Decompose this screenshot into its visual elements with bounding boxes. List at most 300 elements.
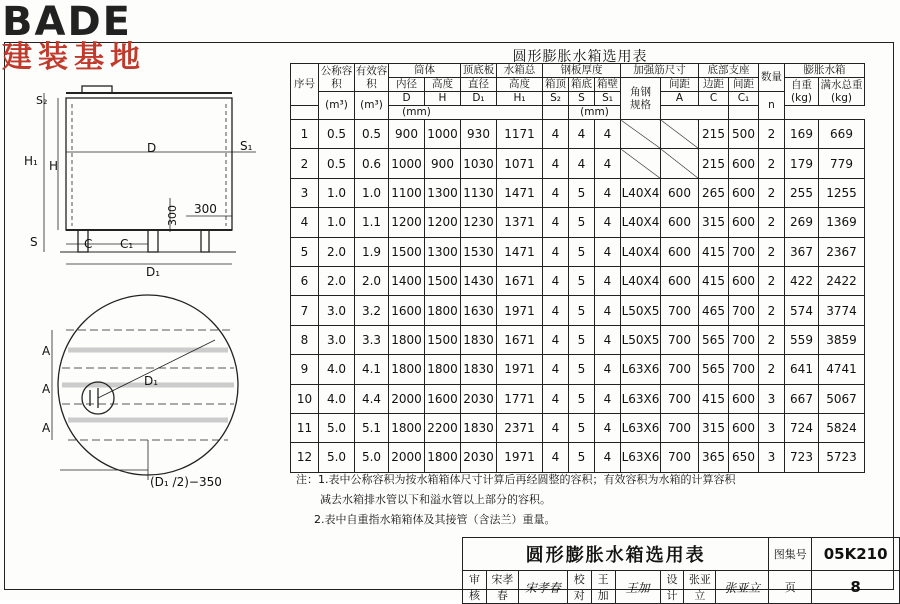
table-cell: 4: [595, 355, 621, 384]
hdr-mm2: (mm): [569, 106, 621, 120]
table-cell: 1800: [389, 355, 425, 384]
table-cell: 3.2: [355, 296, 389, 325]
table-cell: 1800: [425, 355, 461, 384]
note-2: 2.表中自重指水箱箱体及其接管（含法兰）重量。: [314, 513, 556, 526]
table-cell: 700: [661, 355, 699, 384]
table-cell: 4: [543, 149, 569, 178]
table-cell: 1: [291, 120, 319, 149]
label-a3: A: [42, 421, 51, 435]
hdr-dia: 直径: [461, 78, 497, 92]
table-cell: 600: [729, 149, 759, 178]
table-cell: 3774: [819, 296, 865, 325]
label-d: D: [147, 141, 157, 155]
table-cell: 179: [785, 149, 819, 178]
table-cell: 600: [661, 237, 699, 266]
table-cell: 5: [569, 325, 595, 354]
table-cell: 600: [729, 266, 759, 295]
table-cell: 4741: [819, 355, 865, 384]
hdr-height: 高度: [425, 78, 461, 92]
table-row: [291, 120, 865, 149]
table-cell: 930: [461, 120, 497, 149]
table-cell: 5: [569, 237, 595, 266]
table-cell: 5.0: [355, 443, 389, 472]
spec-table: [290, 63, 865, 473]
table-cell: 1471: [497, 178, 543, 207]
label-300v: 300: [166, 205, 179, 226]
table-cell: 1.1: [355, 208, 389, 237]
table-cell: 900: [389, 120, 425, 149]
spec-table-body: [291, 120, 865, 473]
table-cell: 669: [819, 120, 865, 149]
label-formula: (D₁ /2)−350: [150, 475, 222, 489]
hdr-c1: C₁: [729, 92, 759, 106]
table-cell: 315: [699, 413, 729, 442]
table-cell: 4: [595, 266, 621, 295]
table-cell: 5: [569, 355, 595, 384]
hdr-top: 箱顶: [543, 78, 569, 92]
hdr-topbottom: 顶底板: [461, 64, 497, 78]
hdr-innerdia: 内径: [389, 78, 425, 92]
table-row: [291, 443, 865, 472]
designer-signature: 张亚立: [716, 571, 769, 604]
brand-watermark: [2, 2, 202, 82]
label-d1: D₁: [146, 265, 161, 279]
table-title: 圆形膨胀水箱选用表: [512, 49, 648, 65]
table-cell: 4: [595, 325, 621, 354]
hdr-spacing: 间距: [661, 78, 699, 92]
table-cell: 1030: [461, 149, 497, 178]
table-cell: 11: [291, 413, 319, 442]
table-row: [291, 413, 865, 442]
table-cell: 1830: [461, 325, 497, 354]
table-cell: 1200: [389, 208, 425, 237]
plan-labels: [42, 344, 222, 489]
table-cell: 415: [699, 384, 729, 413]
table-cell: L63X6: [621, 384, 661, 413]
table-cell: 700: [661, 413, 699, 442]
table-cell: 2000: [389, 384, 425, 413]
table-cell: 724: [785, 413, 819, 442]
table-cell: 4: [543, 296, 569, 325]
table-cell: 1830: [461, 355, 497, 384]
table-cell: 5824: [819, 413, 865, 442]
hdr-c: C: [699, 92, 729, 106]
table-row: [291, 325, 865, 354]
table-cell: 1800: [389, 325, 425, 354]
hdr-s: S: [569, 92, 595, 106]
label-a2: A: [42, 382, 51, 396]
table-cell: 2: [759, 208, 785, 237]
table-cell: 600: [661, 208, 699, 237]
table-row: [291, 355, 865, 384]
hdr-fullw: 满水总重 (kg): [820, 78, 863, 104]
table-cell: 8: [291, 325, 319, 354]
table-cell: 1000: [425, 120, 461, 149]
table-cell: 667: [785, 384, 819, 413]
table-cell: 5: [569, 443, 595, 472]
manhole: [82, 86, 112, 93]
table-cell: 5: [569, 178, 595, 207]
hdr-n: n: [759, 92, 785, 120]
table-cell: 2371: [497, 413, 543, 442]
table-cell: 422: [785, 266, 819, 295]
table-cell: 3: [759, 443, 785, 472]
table-cell: 315: [699, 208, 729, 237]
table-cell: L50X5: [621, 296, 661, 325]
table-cell: 2.0: [355, 266, 389, 295]
table-cell: 900: [425, 149, 461, 178]
table-cell: 415: [699, 237, 729, 266]
hdr-mm: (mm): [291, 106, 543, 120]
table-cell: 4: [569, 120, 595, 149]
table-cell: 1230: [461, 208, 497, 237]
table-cell: 559: [785, 325, 819, 354]
table-cell: 7: [291, 296, 319, 325]
table-cell: 2: [759, 355, 785, 384]
table-cell: 3.3: [355, 325, 389, 354]
hdr-totalh: 水箱总: [497, 64, 543, 78]
title-block: [462, 537, 900, 604]
table-cell: 1971: [497, 355, 543, 384]
table-cell: L63X6: [621, 355, 661, 384]
table-row: [291, 266, 865, 295]
table-cell: 565: [699, 325, 729, 354]
table-cell: L40X4: [621, 266, 661, 295]
label-300h: 300: [194, 202, 217, 216]
table-cell: 600: [729, 384, 759, 413]
table-cell: 5723: [819, 443, 865, 472]
table-cell: 5.0: [319, 443, 355, 472]
review-label: 审核: [463, 571, 487, 604]
table-cell: 600: [729, 208, 759, 237]
table-cell: 2030: [461, 443, 497, 472]
table-cell: 5.0: [319, 413, 355, 442]
table-cell: 4: [543, 443, 569, 472]
table-cell: 2: [759, 237, 785, 266]
table-cell: 4.0: [319, 384, 355, 413]
table-cell: 779: [819, 149, 865, 178]
table-cell: 0.5: [355, 120, 389, 149]
table-cell: 365: [699, 443, 729, 472]
table-cell: 4: [543, 120, 569, 149]
table-cell: 215: [699, 120, 729, 149]
table-cell: 1500: [389, 237, 425, 266]
table-cell: 215: [699, 149, 729, 178]
hdr-kg-spacer: [661, 106, 729, 120]
table-cell: 3: [759, 413, 785, 442]
table-cell: 2.0: [319, 237, 355, 266]
table-cell: 2200: [425, 413, 461, 442]
table-cell: 1471: [497, 237, 543, 266]
table-cell: 2: [759, 266, 785, 295]
table-cell: 367: [785, 237, 819, 266]
table-cell: 4: [595, 178, 621, 207]
hdr-d1: D₁: [461, 92, 497, 106]
drain-pipe: [201, 230, 209, 252]
table-cell: 4.1: [355, 355, 389, 384]
brand-name-cn: 建装基地: [2, 40, 146, 75]
hdr-barrel: 筒体: [389, 64, 461, 78]
designer-name: 张亚立: [684, 571, 716, 604]
hdr-totalh2: 高度: [497, 78, 543, 92]
checker-signature: 王加: [615, 571, 660, 604]
table-cell: 1200: [425, 208, 461, 237]
table-cell: [621, 120, 661, 149]
table-cell: 465: [699, 296, 729, 325]
hdr-s2: S₂: [543, 92, 569, 106]
hdr-support: 底部支座: [699, 64, 759, 78]
table-cell: 169: [785, 120, 819, 149]
table-cell: 1371: [497, 208, 543, 237]
hdr-effective-unit: (m³): [355, 92, 389, 120]
label-s: S: [30, 235, 38, 249]
table-cell: [661, 120, 699, 149]
table-cell: L40X4: [621, 178, 661, 207]
table-cell: 265: [699, 178, 729, 207]
hdr-s1: S₁: [595, 92, 621, 106]
table-cell: 2030: [461, 384, 497, 413]
table-cell: 5: [569, 208, 595, 237]
table-cell: 4: [543, 413, 569, 442]
table-cell: L50X5: [621, 325, 661, 354]
notes: [296, 470, 876, 530]
label-h1: H₁: [24, 154, 38, 168]
table-cell: 700: [729, 355, 759, 384]
table-cell: 600: [729, 178, 759, 207]
table-cell: 1.0: [355, 178, 389, 207]
table-cell: 600: [661, 178, 699, 207]
table-cell: [621, 149, 661, 178]
hdr-angle: 角钢 规格: [621, 78, 661, 120]
table-cell: 700: [729, 237, 759, 266]
table-cell: 565: [699, 355, 729, 384]
table-cell: 4: [595, 296, 621, 325]
table-cell: 4.4: [355, 384, 389, 413]
table-row: [291, 149, 865, 178]
table-cell: 1100: [389, 178, 425, 207]
table-cell: 4: [543, 355, 569, 384]
table-cell: 4: [543, 325, 569, 354]
table-cell: 2: [291, 149, 319, 178]
table-cell: 12: [291, 443, 319, 472]
table-cell: 700: [661, 384, 699, 413]
table-cell: 1671: [497, 325, 543, 354]
table-cell: 1400: [389, 266, 425, 295]
table-cell: 1300: [425, 178, 461, 207]
table-cell: 1971: [497, 443, 543, 472]
table-cell: 1369: [819, 208, 865, 237]
table-cell: 255: [785, 178, 819, 207]
table-cell: 5: [291, 237, 319, 266]
table-cell: 5067: [819, 384, 865, 413]
hdr-h: H: [425, 92, 461, 106]
label-d1-plan: D₁: [144, 374, 159, 388]
table-cell: 574: [785, 296, 819, 325]
hdr-d: D: [389, 92, 425, 106]
table-cell: 4: [543, 266, 569, 295]
table-cell: 3859: [819, 325, 865, 354]
hdr-nominal-unit: (m³): [319, 92, 355, 120]
hdr-a: A: [661, 92, 699, 106]
table-cell: 3.0: [319, 325, 355, 354]
table-cell: 700: [729, 296, 759, 325]
table-cell: 1000: [389, 149, 425, 178]
table-cell: L63X6: [621, 443, 661, 472]
table-cell: 4: [543, 178, 569, 207]
checker-name: 王加: [591, 571, 615, 604]
hdr-qty: 数量: [759, 64, 785, 92]
table-cell: 3: [291, 178, 319, 207]
hdr-stiff: 加强筋尺寸: [621, 64, 699, 78]
table-cell: 269: [785, 208, 819, 237]
note-1-cont: 减去水箱排水管以下和溢水管以上部分的容积。: [320, 493, 551, 506]
table-cell: 1430: [461, 266, 497, 295]
table-cell: 4: [569, 149, 595, 178]
leg-right: [148, 230, 158, 252]
hdr-h1: H₁: [497, 92, 543, 106]
note-1: 注：1.表中公称容积为按水箱箱体尺寸计算后再经圆整的容积；有效容积为水箱的计算容积: [296, 473, 736, 486]
table-cell: L40X4: [621, 237, 661, 266]
atlas-number: 05K210: [812, 538, 900, 571]
table-cell: 4: [595, 413, 621, 442]
table-cell: 3: [759, 384, 785, 413]
table-cell: 2000: [389, 443, 425, 472]
table-cell: 5: [569, 384, 595, 413]
table-cell: 5: [569, 413, 595, 442]
reviewer-name: 宋孝春: [486, 571, 518, 604]
hdr-plate: 钢板厚度: [543, 64, 621, 78]
table-cell: 650: [729, 443, 759, 472]
table-cell: 1171: [497, 120, 543, 149]
table-row: [291, 296, 865, 325]
table-row: [291, 237, 865, 266]
label-s2: S₂: [36, 94, 48, 107]
table-cell: 5: [569, 296, 595, 325]
table-cell: 1630: [461, 296, 497, 325]
table-cell: 2: [759, 296, 785, 325]
table-cell: 4: [595, 120, 621, 149]
label-s1: S₁: [240, 139, 253, 153]
hdr-tank: 膨胀水箱: [785, 64, 865, 78]
table-cell: L40X4: [621, 208, 661, 237]
table-cell: 2422: [819, 266, 865, 295]
table-cell: 9: [291, 355, 319, 384]
table-cell: 641: [785, 355, 819, 384]
table-cell: L63X6: [621, 413, 661, 442]
label-c1: C₁: [120, 237, 134, 251]
table-cell: 700: [661, 443, 699, 472]
reviewer-signature: 宋孝春: [518, 571, 567, 604]
table-cell: 6: [291, 266, 319, 295]
table-cell: 4: [595, 237, 621, 266]
table-cell: 4: [291, 208, 319, 237]
table-cell: 700: [661, 296, 699, 325]
table-cell: 1.0: [319, 178, 355, 207]
table-row: [291, 178, 865, 207]
table-cell: 1255: [819, 178, 865, 207]
table-cell: 600: [661, 266, 699, 295]
page-label: 页: [769, 571, 812, 604]
table-cell: 600: [729, 413, 759, 442]
table-cell: 2367: [819, 237, 865, 266]
table-cell: 2: [759, 325, 785, 354]
hdr-selfw: 自重 (kg): [785, 78, 819, 106]
table-cell: 1830: [461, 413, 497, 442]
table-cell: 4.0: [319, 355, 355, 384]
check-label: 校对: [567, 571, 591, 604]
table-cell: 1071: [497, 149, 543, 178]
label-h: H: [49, 159, 59, 173]
table-cell: [661, 149, 699, 178]
table-cell: 5: [569, 266, 595, 295]
hdr-nominal: 公称容积: [319, 64, 355, 92]
table-cell: 4: [595, 208, 621, 237]
table-cell: 1671: [497, 266, 543, 295]
table-cell: 1600: [389, 296, 425, 325]
table-cell: 1300: [425, 237, 461, 266]
brand-name-en: BADE: [2, 0, 132, 45]
table-cell: 4: [595, 149, 621, 178]
hdr-spacing2: 间距: [729, 78, 759, 92]
table-cell: 2: [759, 149, 785, 178]
table-cell: 1800: [425, 443, 461, 472]
table-cell: 723: [785, 443, 819, 472]
table-cell: 0.6: [355, 149, 389, 178]
table-cell: 10: [291, 384, 319, 413]
label-c: C: [84, 237, 93, 251]
table-cell: 4: [543, 208, 569, 237]
table-cell: 4: [543, 237, 569, 266]
label-a1: A: [42, 344, 51, 358]
table-cell: 5.1: [355, 413, 389, 442]
table-cell: 4: [595, 443, 621, 472]
elevation-view: [44, 86, 256, 264]
table-cell: 1.0: [319, 208, 355, 237]
design-label: 设计: [660, 571, 684, 604]
table-cell: 500: [729, 120, 759, 149]
table-cell: 1530: [461, 237, 497, 266]
hdr-mm-a: [543, 106, 569, 120]
table-cell: 2: [759, 178, 785, 207]
table-cell: 4: [543, 384, 569, 413]
table-cell: 1500: [425, 266, 461, 295]
page-number: 8: [812, 571, 900, 604]
table-cell: 1971: [497, 296, 543, 325]
table-cell: 2: [759, 120, 785, 149]
table-cell: 1500: [425, 325, 461, 354]
table-cell: 3.0: [319, 296, 355, 325]
table-row: [291, 384, 865, 413]
hdr-bottom: 箱底: [569, 78, 595, 92]
table-cell: 1130: [461, 178, 497, 207]
table-cell: 1600: [425, 384, 461, 413]
table-cell: 700: [729, 325, 759, 354]
table-cell: 0.5: [319, 120, 355, 149]
table-cell: 4: [595, 384, 621, 413]
table-cell: 2.0: [319, 266, 355, 295]
tank-drawing: [0, 80, 290, 500]
table-cell: 415: [699, 266, 729, 295]
hdr-seq: 序号: [291, 64, 319, 106]
table-cell: 1800: [425, 296, 461, 325]
table-row: [291, 208, 865, 237]
hdr-wall: 箱壁: [595, 78, 621, 92]
table-cell: 1771: [497, 384, 543, 413]
hdr-edge: 边距: [699, 78, 729, 92]
atlas-label: 图集号: [769, 538, 812, 571]
table-cell: 1.9: [355, 237, 389, 266]
table-cell: 1800: [389, 413, 425, 442]
